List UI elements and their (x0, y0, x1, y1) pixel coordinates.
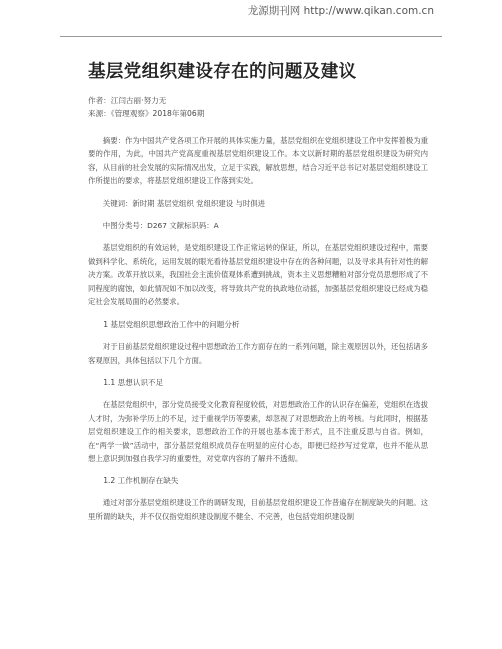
article-author: 作者：江闫古丽·努力无 (88, 96, 167, 105)
section-1-2-paragraph: 通过对部分基层党组织建设工作的调研发现，目前基层党组织建设工作普遍存在制度缺失的问题。这里所谓的缺失，并不仅仅指党组织建设制度不健全、不完善，也包括党组织建设制 (88, 498, 428, 521)
article-content (88, 58, 428, 523)
section-1-2-heading: 1.2 工作机制存在缺失 (103, 476, 179, 486)
section-1-heading: 1 基层党组织思想政治工作中的问题分析 (103, 320, 240, 330)
article-abstract: 摘要：作为中国共产党各项工作开展的具体实施力量，基层党组织在党组织建设工作中发挥着极为重要的作用，为此，中国共产党高度重视基层党组织建设工作。本文以新时期的基层党组织建设为研究内容，从目前的社会发展的实际情况出发，立足于实践，解放思想，结合习近平总书记对基层党组织建设工作所提出的要求，将基层党组织建设工作落到实处。 (88, 136, 428, 186)
article-source: 来源：《管理观察》2018年第06期 (88, 109, 205, 118)
article-title: 基层党组织建设存在的问题及建议 (88, 62, 357, 82)
section-1-1-heading: 1.1 思想认识不足 (103, 378, 164, 388)
article-classification: 中图分类号：D267 文献标识码：A (102, 221, 219, 231)
article-keywords: 关键词：新时期 基层党组织 党组织建设 与时俱进 (102, 198, 266, 208)
section-1-1-paragraph: 在基层党组织中，部分党员接受文化教育程度较低，对思想政治工作的认识存在偏差，党组织在选拔人才时，为弥补学历上的不足，过于重视学历等要素，却忽视了对思想政治上的考核。与此同时，根据基层党组织建设工作的相关要求，思想政治工作的开展也基本流于形式，且不注重反思与自省。例如，在“两学一做”活动中，部分基层党组织成员存在明显的应付心态，即便已经抄写过党章，也并不能从思想上意识到加强自我学习的重要性，对党章内容的了解并不透彻。 (88, 400, 428, 463)
header-rule (60, 19, 442, 37)
section-1-paragraph: 对于目前基层党组织建设过程中思想政治工作方面存在的一系列问题，除主观原因以外，还包括诸多客观原因，具体包括以下几个方面。 (88, 342, 428, 365)
article-intro: 基层党组织的有效运转，是党组织建设工作正常运转的保证，所以，在基层党组织建设过程中，需要做到科学化、系统化，运用发展的眼光看待基层党组织建设中存在的各种问题，以及寻求具有针对性的解决方案。改革开放以来，我国社会主流价值观体系遭到挑战，资本主义思想糟粕对部分党员思想形成了不同程度的腐蚀，如此情况如不加以改变，将导致共产党的执政地位动摇，加强基层党组织建设已经成为稳定社会发展局面的必然要求。 (88, 243, 428, 307)
header-site-text: 龙源期刊网 http://www.qikan.com.cn (247, 5, 434, 17)
